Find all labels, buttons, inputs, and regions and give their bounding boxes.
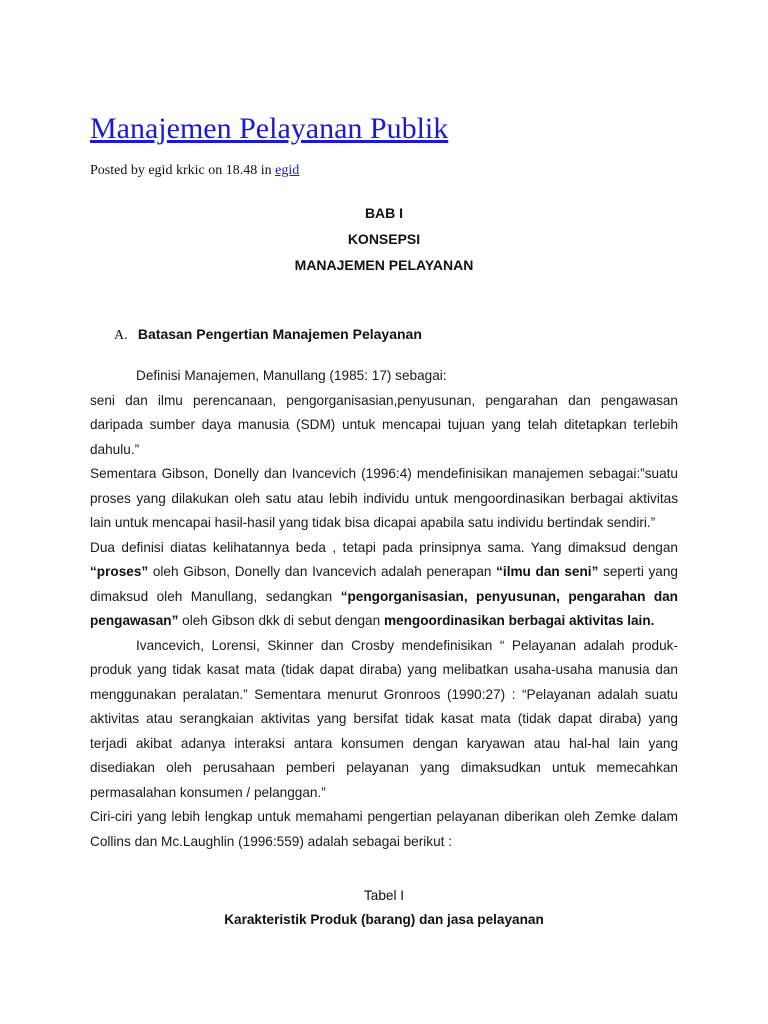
paragraph-gibson: Sementara Gibson, Donelly dan Ivancevich (1996:4) mendefinisikan manajemen sebagai:”suatu proses yang dilakukan oleh satu atau lebih individu untuk mengoordinasikan berbagai aktivitas lain untuk mencapai hasil-hasil yang tidak bisa dicapai apabila satu individu bertindak sendiri.” [90, 466, 678, 530]
bold-run: “ilmu dan seni” [496, 564, 599, 579]
document-page [90, 110, 678, 932]
category-link[interactable]: egid [275, 163, 300, 178]
posted-by-text: Posted by egid krkic on 18.48 in [90, 163, 272, 178]
paragraph-pelayanan: Ivancevich, Lorensi, Skinner dan Crosby mendefinisikan “ Pelayanan adalah produk-produk yang tidak kasat mata (tidak dapat diraba) yang melibatkan usaha-usaha manusia dan menggunakan peralatan.” Sementara menurut Gronroos (1990:27) : “Pelayanan adalah suatu aktivitas atau serangkaian aktivitas yang bersifat tidak kasat mata (tidak dapat diraba) yang terjadi akibat adanya interaksi antara konsumen dengan karyawan atau hal-hal lain yang disediakan oleh perusahaan pemberi pelayanan yang dimaksudkan untuk memecahkan permasalahan konsumen / pelanggan.” [90, 637, 678, 800]
paragraph-definition-intro: Definisi Manajemen, Manullang (1985: 17) sebagai: [136, 368, 447, 383]
text-run: oleh Gibson dkk di sebut dengan [178, 613, 384, 628]
bold-run: mengoordinasikan berbagai aktivitas lain. [383, 613, 655, 628]
section-heading [90, 324, 678, 346]
chapter-heading [90, 200, 678, 278]
body-text [90, 364, 678, 854]
bold-run: “proses” [90, 564, 149, 579]
text-run: Dua definisi diatas kelihatannya beda , tetapi pada prinsipnya sama. Yang dimaksud dengan [90, 539, 678, 555]
paragraph-ciri-ciri: Ciri-ciri yang lebih lengkap untuk memahami pengertian pelayanan diberikan oleh Zemke dalam Collins dan Mc.Laughlin (1996:559) adalah sebagai berikut : [90, 809, 678, 849]
table-heading: Karakteristik Produk (barang) dan jasa pelayanan [224, 912, 544, 927]
text-run: seperti yang dimaksud oleh Manullang, sedangkan [90, 564, 678, 604]
paragraph-definition-quote: seni dan ilmu perencanaan, pengorganisasian,penyusunan, pengarahan dan pengawasan daripada sumber daya manusia (SDM) untuk mencapai tujuan yang telah ditetapkan terlebih dahulu.” [90, 392, 678, 457]
bold-run: “pengorganisasian, penyusunan, pengarahan dan pengawasan” [90, 588, 678, 628]
chapter-konsepsi: KONSEPSI [347, 231, 421, 247]
post-title-link[interactable]: Manajemen Pelayanan Publik [90, 112, 449, 145]
section-title: Batasan Pengertian Manajemen Pelayanan [137, 326, 422, 342]
chapter-subject: MANAJEMEN PELAYANAN [294, 257, 474, 273]
paragraph-comparison [90, 536, 678, 634]
chapter-number: BAB I [364, 205, 404, 221]
post-meta [90, 162, 678, 180]
text-run: oleh Gibson, Donelly dan Ivancevich adalah penerapan [148, 564, 497, 579]
table-caption: Tabel I [363, 888, 405, 903]
section-letter: A. [114, 328, 128, 343]
